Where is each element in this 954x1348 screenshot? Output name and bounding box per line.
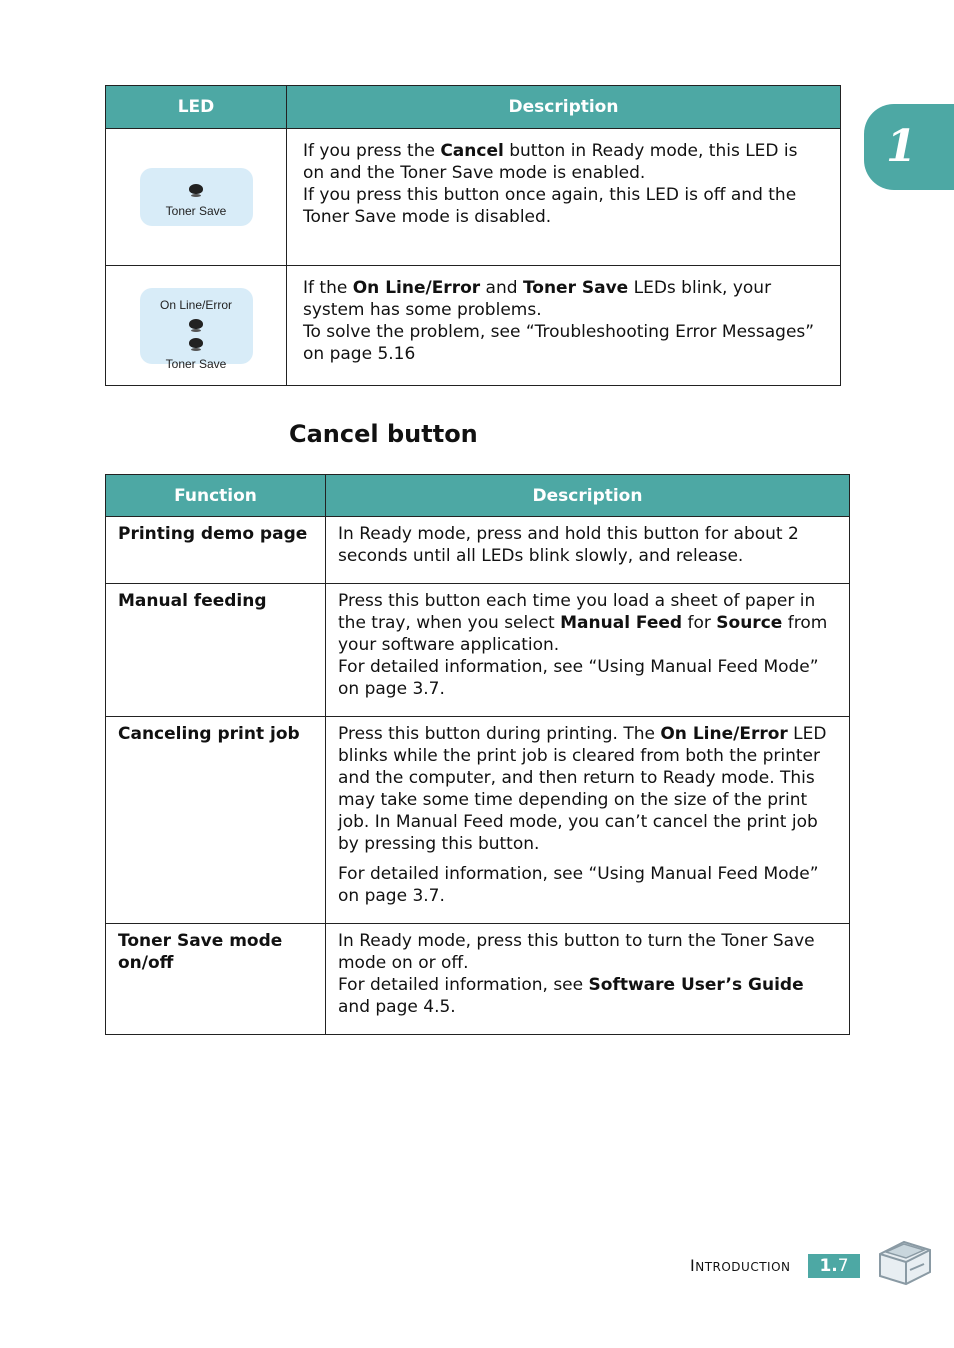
footer-section-label: INTRODUCTION (690, 1256, 791, 1275)
led-indicator-icon (189, 184, 203, 194)
section-title: Cancel button (289, 420, 478, 448)
function-table (105, 474, 850, 1035)
function-name: Toner Save mode on/off (106, 924, 326, 1035)
led-indicator-icon (189, 319, 203, 329)
led-table (105, 85, 841, 386)
table-row (106, 266, 841, 386)
led-description-header: Description (287, 86, 841, 129)
function-name: Printing demo page (106, 517, 326, 584)
panel-label: Toner Save (165, 356, 227, 371)
table-row (106, 717, 850, 924)
table-row (106, 517, 850, 584)
panel-label: On Line/Error (159, 297, 233, 312)
panel-label: Toner Save (165, 204, 227, 218)
led-panel-cell (106, 129, 287, 266)
function-description: Press this button during printing. The On Line/Error LED blinks while the print job is cleared from both the printer and the computer, and then return to Ready mode. This may take some time depending on the size of the print job. In Manual Feed mode, you can’t cancel the print job by pressing this button. For detailed information, see “Using Manual Feed Mode” on page 3.7. (326, 717, 850, 924)
table-row (106, 584, 850, 717)
toner-save-panel (140, 168, 253, 226)
table-row (106, 129, 841, 266)
online-error-panel (140, 288, 253, 371)
led-indicator-icon (189, 338, 203, 348)
table-row (106, 924, 850, 1035)
chapter-tab: 1 (864, 104, 954, 190)
function-description: In Ready mode, press and hold this button for about 2 seconds until all LEDs blink slowly, and release. (326, 517, 850, 584)
led-description: If the On Line/Error and Toner Save LEDs blink, your system has some problems. To solve the problem, see “Troubleshooting Error Messages” on page 5.16 (287, 266, 841, 386)
page-number: 1.7 (808, 1254, 860, 1278)
led-panel-cell (106, 266, 287, 386)
function-description: In Ready mode, press this button to turn the Toner Save mode on or off. For detailed information, see Software User’s Guide and page 4.5. (326, 924, 850, 1035)
function-description: Press this button each time you load a sheet of paper in the tray, when you select Manual Feed for Source from your software application. For detailed information, see “Using Manual Feed Mode” on page 3.7. (326, 584, 850, 717)
led-description: If you press the Cancel button in Ready mode, this LED is on and the Toner Save mode is enabled. If you press this button once again, this LED is off and the Toner Save mode is disabled. (287, 129, 841, 266)
printer-icon (874, 1236, 934, 1288)
function-name: Manual feeding (106, 584, 326, 717)
function-description-header: Description (326, 475, 850, 517)
led-header: LED (106, 86, 287, 129)
function-name: Canceling print job (106, 717, 326, 924)
function-header: Function (106, 475, 326, 517)
